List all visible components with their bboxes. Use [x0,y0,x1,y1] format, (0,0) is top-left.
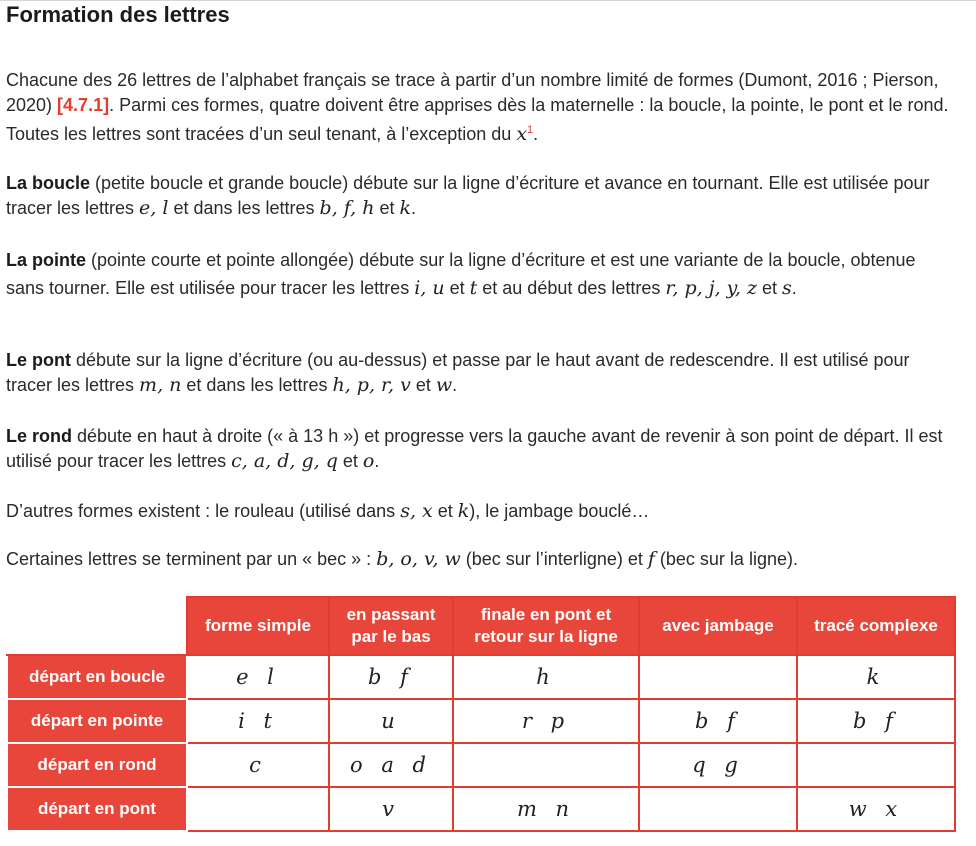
row-header: départ en pont [7,787,187,831]
table-cell: c [187,743,329,787]
table-cell [639,787,797,831]
rond-text: . [374,451,380,471]
pont-text: débute sur la ligne d’écriture (ou au-dessus) et passe par le haut avant de redescendre. Il est utilisé pour tracer les lettres [6,350,910,395]
table-row [7,743,955,787]
intro-end: . [533,124,539,144]
pont-text: . [452,375,458,395]
term-boucle: La boucle [6,173,91,193]
table-cell: r p [453,699,639,743]
boucle-text: et dans les lettres [168,198,320,218]
table-cell [797,743,955,787]
intro-text-2: . Parmi ces formes, quatre doivent être apprises dès la maternelle : la boucle, la pointe, le pont et le rond. Toutes les lettres sont tracées d’un seul tenant, à l’exception du [6,95,949,144]
table-row [7,655,955,699]
cursive-letters: w [435,374,453,396]
table-cell: k [797,655,955,699]
cursive-letters: x [516,123,528,145]
bec-text: (bec sur l’interligne) et [460,549,648,569]
table-cell: o a d [329,743,453,787]
boucle-text: et [374,198,400,218]
term-rond: Le rond [6,426,72,446]
table-cell: w x [797,787,955,831]
term-pont: Le pont [6,350,71,370]
table-cell: h [453,655,639,699]
table-cell: e l [187,655,329,699]
cursive-letters: f [647,548,655,570]
table-corner [7,597,187,655]
table-cell: q g [639,743,797,787]
row-header: départ en pointe [7,699,187,743]
intro-paragraph [6,68,954,147]
row-header: départ en boucle [7,655,187,699]
cursive-letters: r, p, j, y, z [665,277,757,299]
table-cell [639,655,797,699]
intro-text: Chacune des 26 lettres de l’alphabet français se trace à partir d’un nombre limité de formes (Dumont, 2016 ; Pierson, 2020) [6,70,939,115]
other-forms-paragraph [6,499,954,524]
pont-text: et [410,375,436,395]
cursive-letters: k [457,500,470,522]
page-title: Formation des lettres [6,2,230,27]
table-cell [187,787,329,831]
column-header: tracé complexe [797,597,955,655]
table-row [7,787,955,831]
table-cell: b f [329,655,453,699]
cursive-letters: c, a, d, g, q [231,450,338,472]
boucle-text: . [410,198,416,218]
other-forms-text: ), le jambage bouclé… [469,501,650,521]
boucle-text: (petite boucle et grande boucle) débute sur la ligne d’écriture et avance en tournant. Elle est utilisée pour tracer les lettres [6,173,930,218]
other-forms-text: et [432,501,458,521]
column-header: finale en pont et retour sur la ligne [453,597,639,655]
rond-text: débute en haut à droite (« à 13 h ») et progresse vers la gauche avant de revenir à son point de départ. Il est utilisé pour tracer les lettres [6,426,943,471]
pointe-text: . [791,278,797,298]
bec-text: (bec sur la ligne). [654,549,798,569]
row-header: départ en rond [7,743,187,787]
table-cell [453,743,639,787]
footnote-marker[interactable]: 1 [527,124,534,136]
bec-paragraph [6,547,954,572]
cursive-letters: t [469,277,478,299]
table-cell: u [329,699,453,743]
column-header: en passant par le bas [329,597,453,655]
table-cell: i t [187,699,329,743]
cursive-letters: h, p, r, v [332,374,411,396]
rond-text: et [337,451,363,471]
cursive-letters: b, f, h [319,197,375,219]
table-cell: b f [639,699,797,743]
cursive-letters: o [362,450,375,472]
column-header: forme simple [187,597,329,655]
pont-paragraph [6,348,954,398]
table-header-row [7,597,955,655]
bec-text: Certaines lettres se terminent par un « bec » : [6,549,377,569]
cursive-letters: m, n [139,374,182,396]
pointe-text: (pointe courte et pointe allongée) débute sur la ligne d’écriture et est une variante de la boucle, obtenue sans tourner. Elle est utilisée pour tracer les lettres [6,250,916,298]
reference-link[interactable]: [4.7.1] [57,95,110,115]
rond-paragraph [6,424,954,474]
pointe-paragraph [6,246,954,302]
table-cell: b f [797,699,955,743]
other-forms-text: D’autres formes existent : le rouleau (utilisé dans [6,501,401,521]
cursive-letters: e, l [139,197,169,219]
cursive-letters: s [782,277,792,299]
boucle-paragraph [6,171,954,221]
term-pointe: La pointe [6,250,86,270]
pointe-text: et [756,278,782,298]
cursive-letters: s, x [400,500,433,522]
cursive-letters: k [399,197,411,219]
cursive-letters: i, u [414,277,445,299]
table-cell: v [329,787,453,831]
pointe-text: et au début des lettres [477,278,666,298]
pointe-text: et [444,278,470,298]
column-header: avec jambage [639,597,797,655]
letter-forms-table [6,596,956,832]
pont-text: et dans les lettres [181,375,333,395]
table-cell: m n [453,787,639,831]
top-divider [0,0,976,1]
cursive-letters: b, o, v, w [376,548,461,570]
table-row [7,699,955,743]
